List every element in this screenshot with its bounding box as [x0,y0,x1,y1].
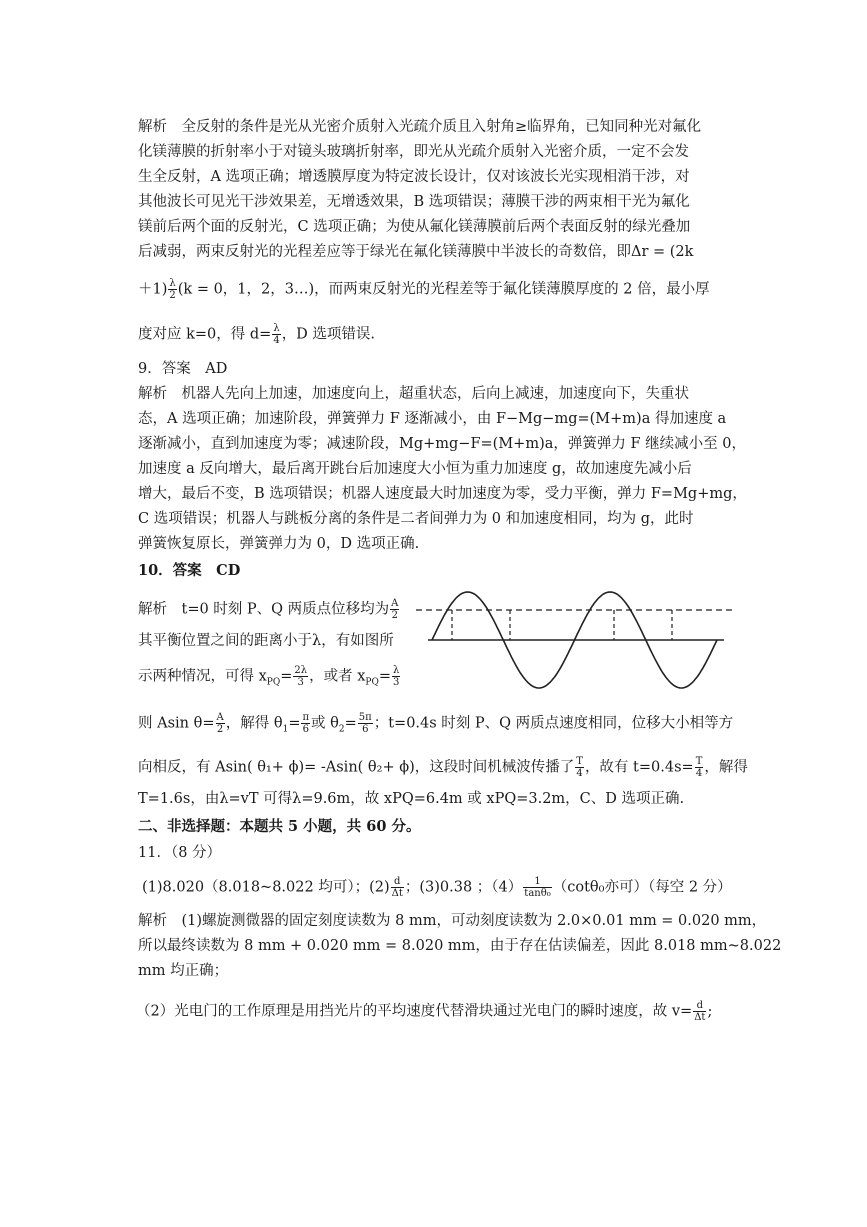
subscript: PQ [365,677,379,688]
text-segment: ，D 选项错误. [281,326,376,343]
q9-answer: 9．答案 AD [138,361,228,377]
text-segment: 或 θ [311,715,339,732]
text-segment: 则 Asin θ= [138,715,215,732]
text-segment: = [344,715,357,732]
text-segment: （2）光电门的工作原理是用挡光片的平均速度代替滑块通过光电门的瞬时速度，故 v= [136,1003,693,1020]
text-segment: ，解得 θ [225,715,283,732]
denominator: 3 [297,677,304,688]
text-segment: 向相反，有 Asin( θ₁+ ϕ)= -Asin( θ₂+ ϕ)，这段时间机械波传播了 [138,759,575,776]
text-segment: = [288,715,301,732]
numerator: 2λ [294,665,308,676]
denominator: tanθ₀ [524,888,551,899]
numerator: d [693,1000,706,1012]
q8-line-6: 后减弱，两束反射光的光程差应等于绿光在氟化镁薄膜中半波长的奇数倍，即Δr = (2k [138,244,694,260]
numerator: 1 [523,876,551,888]
q10-line-2: 其平衡位置之间的距离小于λ，有如图所 [138,633,394,649]
q9-line-3: 逐渐减小，直到加速度为零；减速阶段，Mg+mg−F=(M+m)a，弹簧弹力 F 继续减小至 0， [138,436,746,452]
q10-answer: 10．答案 CD [138,562,241,579]
denominator: 6 [362,724,369,735]
numerator: π [302,712,310,723]
denominator: 2 [216,724,224,735]
q9-line-4: 加速度 a 反向增大，最后离开跳台后加速度大小恒为重力加速度 g，故加速度先减小后 [138,461,692,477]
denominator: 3 [392,677,400,688]
q8-line-5: 镁前后两个面的反射光，C 选项正确；为使从氟化镁薄膜前后两个表面反射的绿光叠加 [138,219,691,235]
q10-line-3 [138,665,408,691]
denominator: 4 [576,768,583,779]
text-segment: (1)8.020（8.018~8.022 均可）；(2) [142,879,390,896]
q9-line-2: 态，A 选项正确；加速阶段，弹簧弹力 F 逐渐减小，由 F−Mg−mg=(M+m)a 得加速度 a [138,411,727,427]
denominator: Δt [694,1012,706,1023]
q8-line-7 [138,278,738,301]
numerator: T [576,756,583,767]
q8-line-1: 解析 全反射的条件是光从光密介质射入光疏介质且入射角≥临界角，已知同种光对氟化 [138,119,702,135]
q11-line-2: 所以最终读数为 8 mm + 0.020 mm = 8.020 mm，由于存在估读偏差，因此 8.018 mm~8.022 [138,938,782,954]
numerator: d [391,876,404,888]
text-segment: = [378,668,391,685]
fraction-5pi-over-6 [358,712,373,735]
q10-line-5 [138,756,748,779]
numerator: T [695,756,703,767]
text-segment: 示两种情况，可得 x [138,668,267,685]
text-segment: = [280,668,293,685]
q11-answers [142,876,742,899]
numerator: A [391,598,399,609]
denominator: 2 [391,610,398,621]
numerator: λ [393,665,400,676]
q10-line-6: T=1.6s，由λ=vT 可得λ=9.6m，故 xPQ=6.4m 或 xPQ=3.2m，C、D 选项正确. [138,791,685,807]
fraction-T-over-4 [695,756,704,779]
text-segment: ；t=0.4s 时刻 P、Q 两质点速度相同，位移大小相等方 [373,715,734,732]
text-segment: ，故有 t=0.4s= [584,759,694,776]
q10-line-1 [138,598,408,621]
numerator: 5π [358,712,372,723]
numerator: λ [273,323,280,334]
text-segment: ; [707,1003,713,1020]
text-segment: ；(3)0.38 ；（4） [404,879,523,896]
q9-line-5: 增大，最后不变，B 选项错误；机器人速度最大时加速度为零，受力平衡，弹力 F=Mg+mg， [138,486,747,502]
q8-line-4: 其他波长可见光干涉效果差，无增透效果，B 选项错误；薄膜干涉的两束相干光为氟化 [138,194,690,210]
subscript: PQ [266,677,281,688]
fraction-A-over-2 [216,712,225,735]
q11-line-3: mm 均正确； [138,963,229,979]
q9-line-7: 弹簧恢复原长，弹簧弹力为 0，D 选项正确. [138,536,420,552]
fraction-d-over-dt [391,876,404,899]
fraction-1-over-tan [523,876,551,899]
text-segment: （cotθ₀亦可）（每空 2 分） [552,879,732,896]
q8-line-8 [138,323,738,346]
q10-line-4 [138,712,738,738]
wave-diagram [412,580,742,692]
numerator: λ [169,278,176,289]
subscript: 2 [338,724,345,735]
subscript: 1 [282,724,289,735]
denominator: 6 [302,724,309,735]
text-segment: ，解得 [704,759,748,776]
denominator: 2 [169,290,176,301]
q11-line-4 [136,1000,736,1023]
fraction-lambda-over-3 [392,665,400,688]
q8-line-2: 化镁薄膜的折射率小于对镜头玻璃折射率，即光从光疏介质射入光密介质，一定不会发 [138,144,689,160]
fraction-A-over-2 [390,598,399,621]
q9-line-6: C 选项错误；机器人与跳板分离的条件是二者间弹力为 0 和加速度相同，均为 g，此时 [138,511,694,527]
text-segment: ＋1) [138,281,168,298]
text-segment: 度对应 k=0，得 d= [138,326,272,343]
section-heading: 二、非选择题：本题共 5 小题，共 60 分。 [138,818,421,835]
fraction-T-over-4 [575,756,584,779]
text-segment: (k = 0，1，2，3…)，而两束反射光的光程差等于氟化镁薄膜厚度的 2 倍，最小厚 [177,281,710,298]
q11-heading: 11．（8 分） [138,845,222,861]
fraction-2lambda-over-3 [293,665,308,688]
fraction-pi-over-6 [301,712,310,735]
text-segment: ，或者 x [309,668,366,685]
fraction-lambda-over-2 [168,278,176,301]
numerator: A [216,712,224,723]
q9-line-1: 解析 机器人先向上加速，加速度向上，超重状态，后向上减速，加速度向下，失重状 [138,386,689,402]
denominator: 4 [273,335,280,346]
denominator: 4 [695,768,703,779]
q8-line-3: 生全反射，A 选项正确；增透膜厚度为特定波长设计，仅对该波长光实现相消干涉，对 [138,169,690,185]
denominator: Δt [391,888,403,899]
fraction-lambda-over-4 [272,323,280,346]
text-segment: 解析 t=0 时刻 P、Q 两质点位移均为 [138,601,390,618]
fraction-d-over-dt [693,1000,706,1023]
q11-line-1: 解析 (1)螺旋测微器的固定刻度读数为 8 mm，可动刻度读数为 2.0×0.01 mm = 0.020 mm， [138,913,767,929]
